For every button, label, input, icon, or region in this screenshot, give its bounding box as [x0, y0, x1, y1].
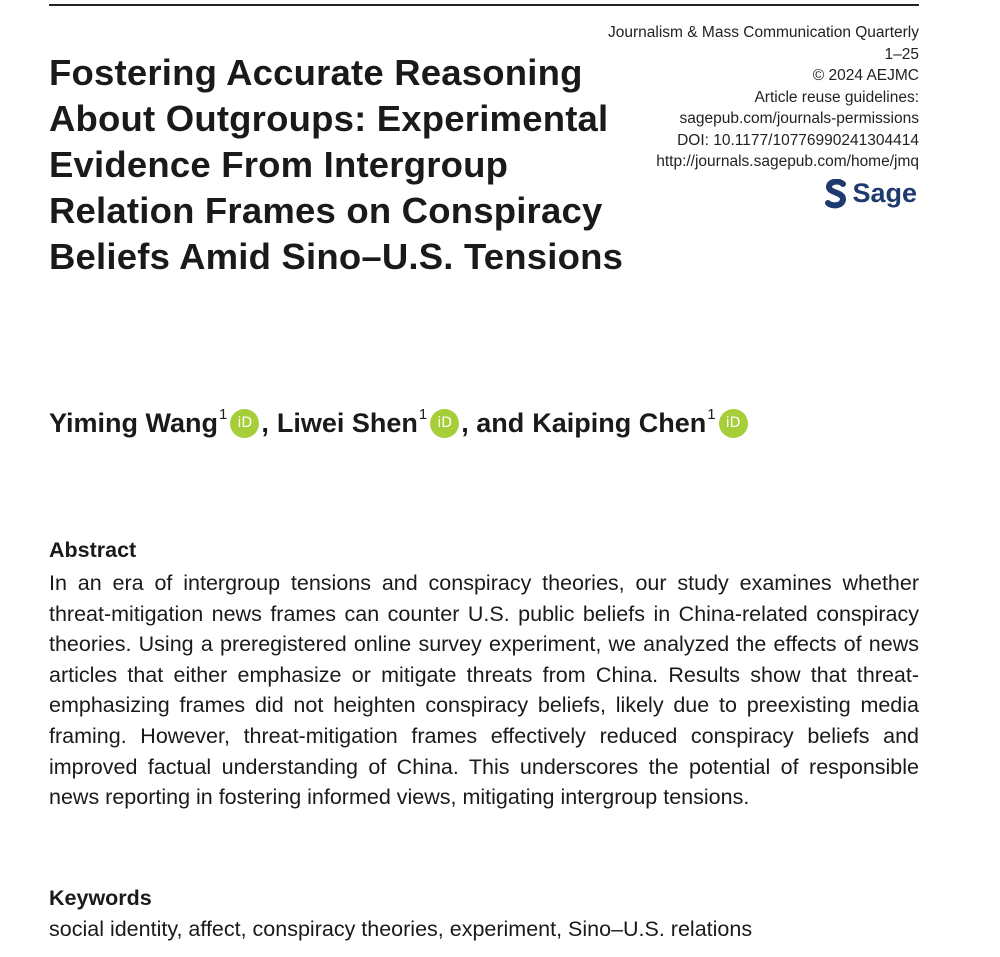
- keywords-text: social identity, affect, conspiracy theories, experiment, Sino–U.S. relations: [49, 917, 753, 941]
- author-name: Liwei Shen: [276, 408, 418, 438]
- author: [532, 408, 747, 439]
- affiliation-marker: 1: [418, 406, 428, 423]
- affiliation-marker: 1: [707, 406, 716, 423]
- doi[interactable]: DOI: 10.1177/10776990241304414: [677, 131, 919, 149]
- author: [49, 408, 277, 439]
- author-name: Kaiping Chen: [532, 408, 707, 438]
- copyright: © 2024 AEJMC: [812, 67, 919, 84]
- author-separator: , and: [461, 408, 525, 438]
- journal-home-link[interactable]: http://journals.sagepub.com/home/jmq: [656, 153, 919, 170]
- affiliation-marker: 1: [219, 406, 228, 423]
- author-name: Yiming Wang: [49, 408, 218, 438]
- abstract-heading: Abstract: [49, 538, 137, 562]
- journal-name: Journalism & Mass Communication Quarterly: [608, 24, 919, 41]
- top-rule: [49, 4, 919, 6]
- orcid-icon[interactable]: iD: [230, 409, 259, 438]
- publisher-name: Sage: [852, 178, 917, 208]
- journal-metadata: [608, 22, 919, 173]
- reuse-guidelines-link[interactable]: sagepub.com/journals-permissions: [679, 110, 919, 127]
- abstract-text: In an era of intergroup tensions and conspiracy theories, our study examines whether threat-mitigation news frames can counter U.S. public beliefs in China-related conspiracy theories. Using a preregistered online survey experiment, we analyzed the effects of news articles that either emphasize or mitigate threats from China. Results show that threat-emphasizing frames did not heighten conspiracy beliefs, likely due to preexisting media framing. However, threat-mitigation frames effectively reduced conspiracy beliefs and improved factual understanding of China. This underscores the potential of responsible news reporting in fostering informed views, mitigating intergroup tensions.: [49, 571, 919, 810]
- orcid-icon[interactable]: iD: [430, 409, 459, 438]
- sage-logo: [825, 178, 917, 209]
- author: [277, 408, 532, 439]
- article-title: Fostering Accurate Reasoning About Outgroups: Experimental Evidence From Intergroup Relation Frames on Conspiracy Beliefs Amid Sino–U.S. Tensions: [49, 52, 624, 277]
- author-list: [49, 408, 748, 439]
- page-range: 1–25: [884, 45, 919, 63]
- orcid-icon[interactable]: iD: [719, 409, 748, 438]
- keywords-heading: Keywords: [49, 886, 152, 910]
- sage-s-icon: [825, 179, 847, 209]
- reuse-guidelines-label: Article reuse guidelines:: [754, 88, 919, 106]
- author-separator: ,: [261, 408, 269, 438]
